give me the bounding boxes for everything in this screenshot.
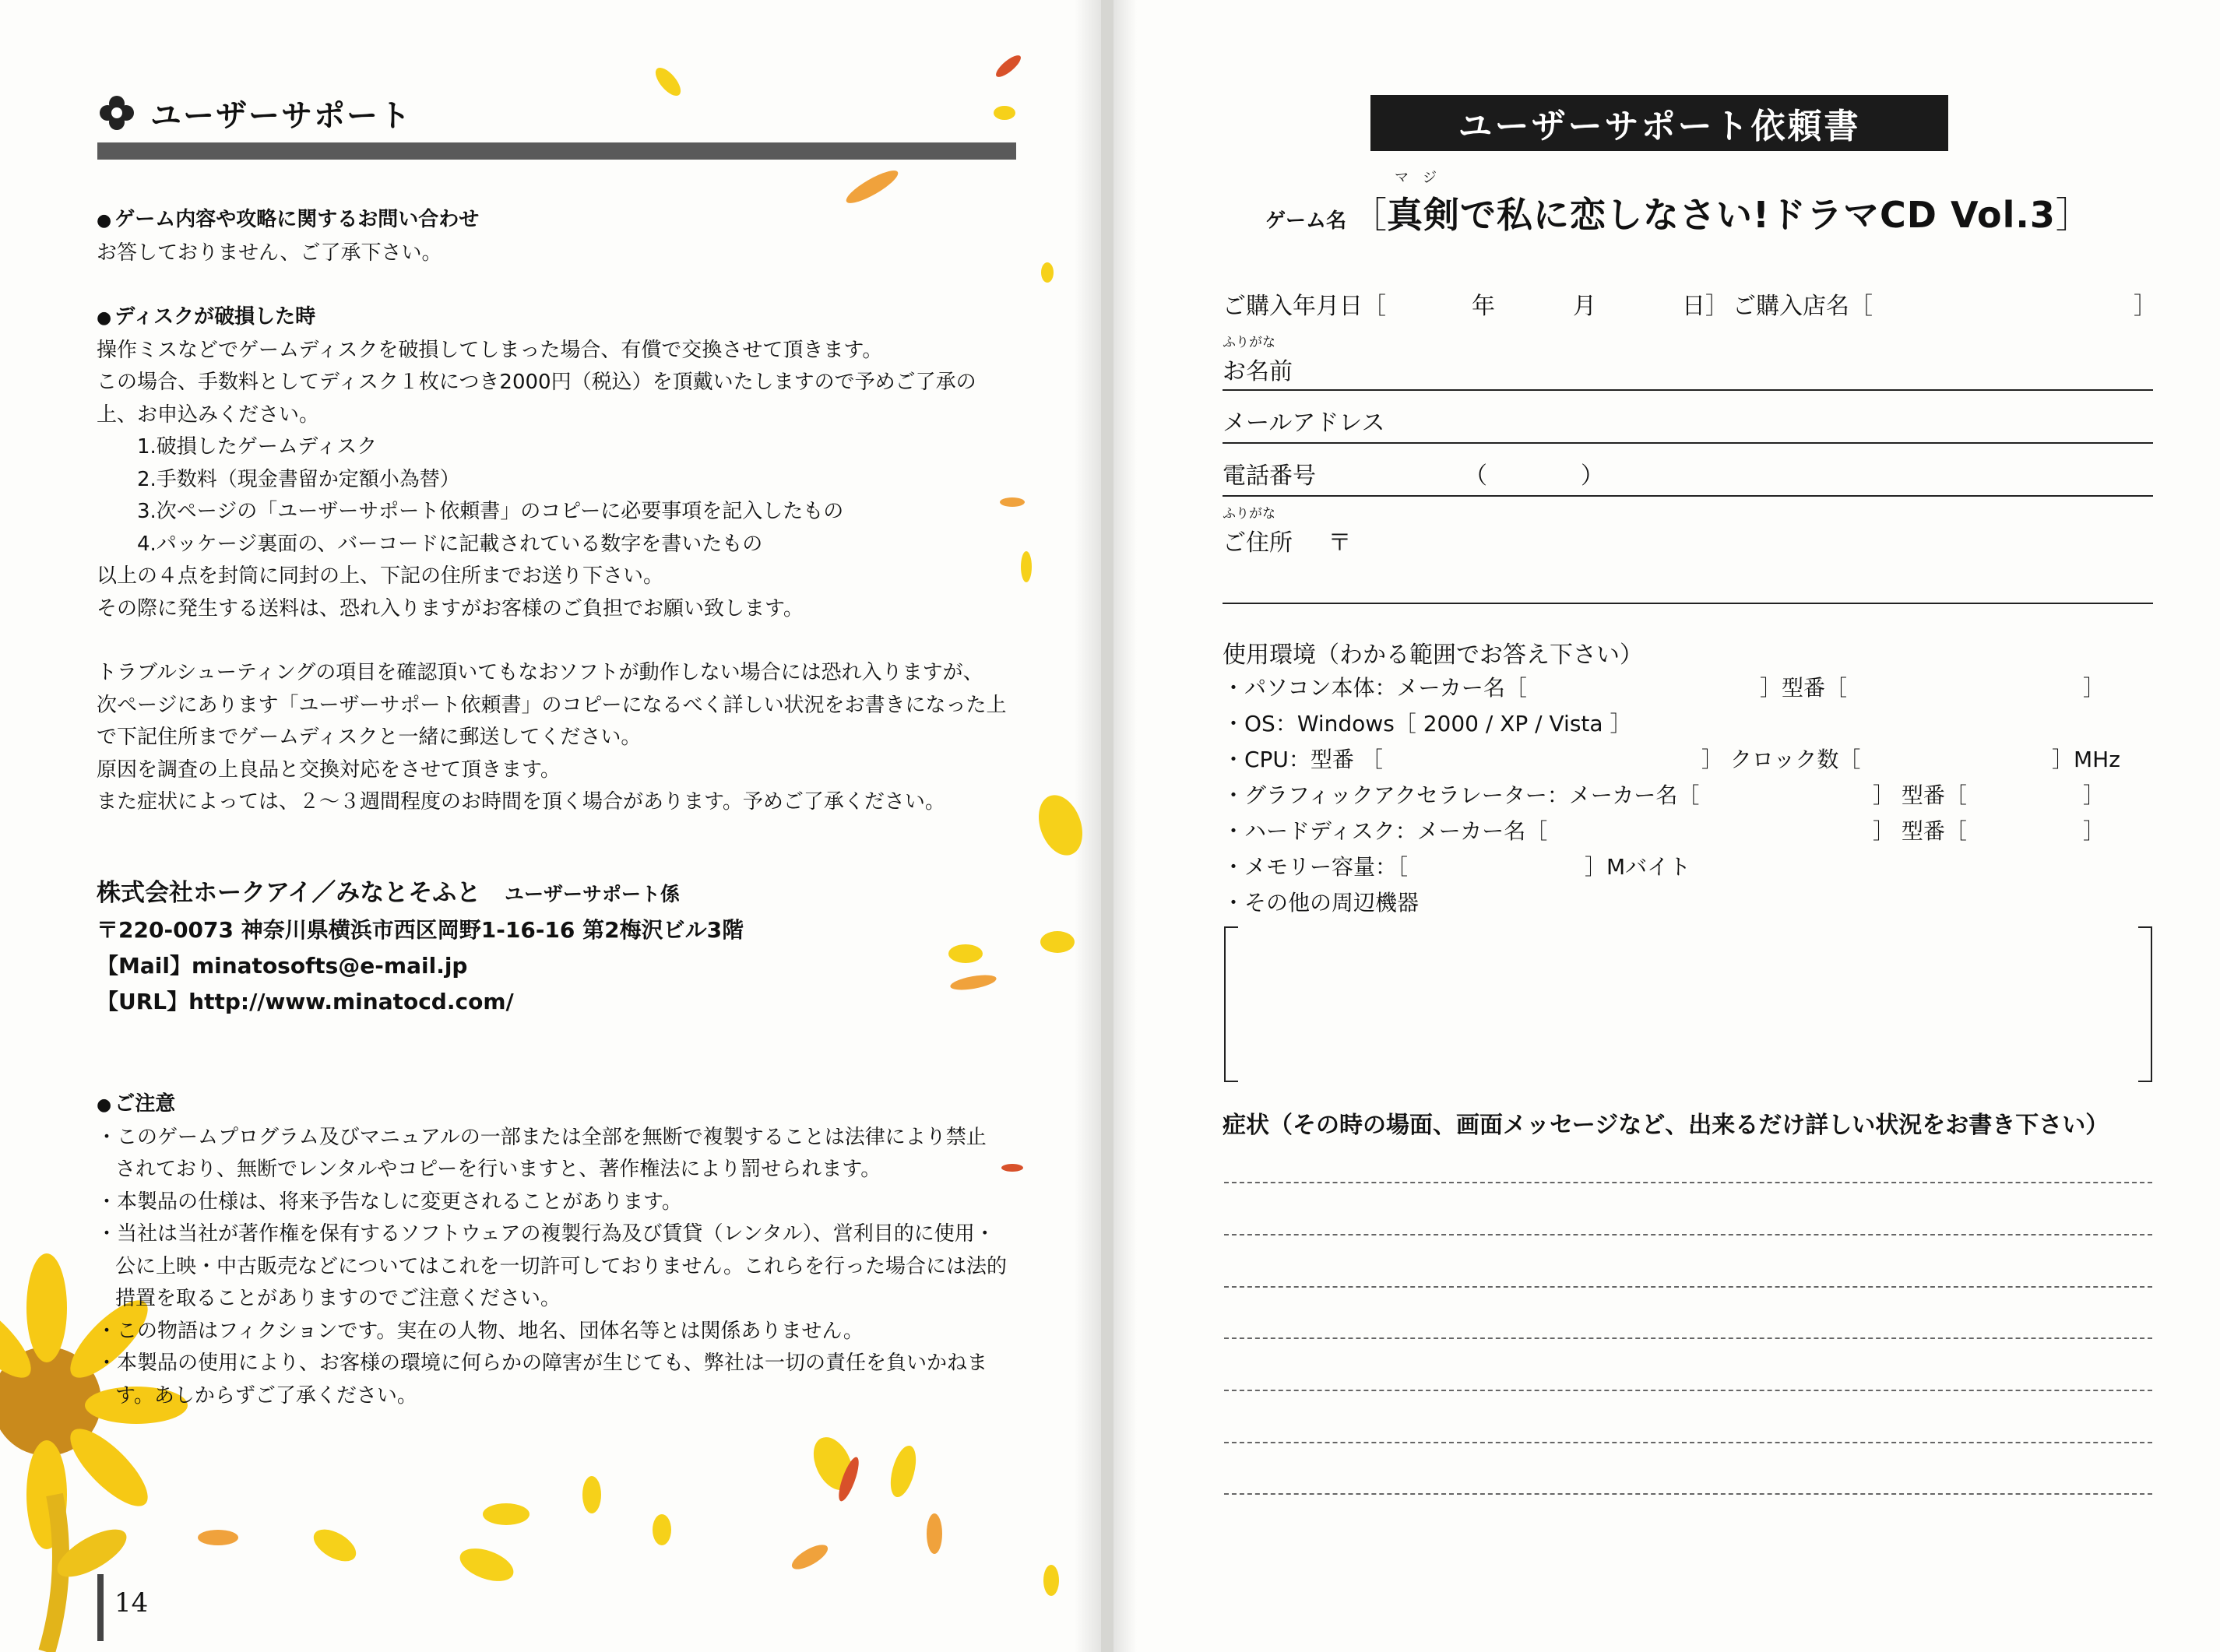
env-cpu-label: ・CPU：型番 ［ (1223, 747, 1383, 772)
company-url[interactable]: 【URL】http://www.minatocd.com/ (97, 989, 514, 1014)
purchase-shop-label: ご購入店名［ (1733, 293, 1873, 320)
list-item: 1.破損したゲームディスク (137, 435, 378, 459)
notice-heading: ● ご注意 (97, 1088, 1023, 1122)
trouble-line: また症状によっては、２〜３週間程度のお時間を頂く場合があります。予めご了承ください。 (97, 790, 945, 814)
furigana-label: ふりがな (1223, 335, 1275, 350)
company-mail[interactable]: 【Mail】minatosofts@e-mail.jp (97, 953, 468, 979)
disk-body-line: 上、お申込みください。 (97, 402, 320, 427)
symptom-line[interactable] (1224, 1234, 2152, 1235)
spine-shadow (1114, 0, 1137, 1652)
env-memory-unit: ］Mバイト (1585, 854, 1691, 880)
env-memory-row[interactable] (1223, 850, 2153, 881)
notice-line: ・当社は当社が著作権を保有するソフトウェアの複製行為及び賃貸（レンタル）、営利目的に使用・ (97, 1222, 995, 1246)
symptom-line[interactable] (1224, 1442, 2152, 1443)
symptom-line[interactable] (1224, 1286, 2152, 1288)
env-cpu-row[interactable] (1223, 743, 2153, 774)
env-gpu-label: ・グラフィックアクセラレーター：メーカー名［ (1223, 782, 1700, 808)
game-label: ゲーム名 (1265, 209, 1347, 233)
env-hdd-label: ・ハードディスク：メーカー名［ (1223, 818, 1548, 844)
email-underline (1223, 442, 2153, 444)
purchase-year-label: 年 (1472, 293, 1495, 320)
symptom-title: 症状（その時の場面、画面メッセージなど、出来るだけ詳しい状況をお書き下さい） (1223, 1112, 2109, 1139)
disk-after-line: その際に発生する送料は、恐れ入りますがお客様のご負担でお願い致します。 (97, 596, 804, 620)
trouble-line: トラブルシューティングの項目を確認頂いてもなおソフトが動作しない場合には恐れ入りますが、 (97, 661, 983, 684)
support-text (97, 204, 1023, 819)
phone-label: 電話番号 (1223, 462, 1316, 490)
notice-line: す。あしからずご了承ください。 (115, 1383, 417, 1408)
right-page (1114, 0, 2220, 1652)
purchase-day-label: 日］ (1682, 293, 1729, 320)
list-item: 4.パッケージ裏面の、バーコードに記載されている数字を書いたもの (137, 532, 763, 556)
env-title: 使用環境（わかる範囲でお答え下さい） (1223, 641, 1643, 669)
env-gpu-model-label: ］ 型番［ (1873, 782, 1967, 808)
notice-line: ・本製品の仕様は、将来予告なしに変更されることがあります。 (97, 1190, 682, 1214)
list-item: 2.手数料（現金書留か定額小為替） (137, 467, 460, 491)
trouble-line: 原因を調査の上良品と交換対応をさせて頂きます。 (97, 757, 561, 782)
env-os-row[interactable]: ・OS：Windows［ 2000 / XP / Vista ］ (1223, 711, 1632, 736)
symptom-line[interactable] (1224, 1182, 2152, 1183)
page-number-bar (97, 1574, 104, 1641)
notice-line: 措置を取ることがありますのでご注意ください。 (115, 1287, 561, 1310)
notice-line: ・この物語はフィクションです。実在の人物、地名、団体名等とは関係ありません。 (97, 1319, 864, 1343)
env-memory-label: ・メモリー容量：［ (1223, 854, 1409, 880)
symptom-line[interactable] (1224, 1337, 2152, 1339)
notice-line: されており、無断でレンタルやコピーを行いますと、著作権法により罰せられます。 (115, 1158, 881, 1181)
disk-body-line: この場合、手数料としてディスク１枚につき2000円（税込）を頂戴いたしますので予めご了承の (97, 371, 976, 394)
game-name-row: ゲーム名 ［ マジ 真剣で私に恋しなさい!ドラマCD Vol.3 ］ (1265, 187, 2092, 238)
env-pc-close: ］ (2083, 675, 2106, 701)
clover-icon (97, 93, 136, 132)
env-pc-row[interactable] (1223, 671, 2153, 702)
address-field[interactable] (1223, 506, 2153, 557)
section-header (97, 90, 1016, 160)
notice-line: ・本製品の使用により、お客様の環境に何らかの障害が生じても、弊社は一切の責任を負いかねま (97, 1351, 988, 1375)
list-item: 3.次ページの「ユーザーサポート依頼書」のコピーに必要事項を記入したもの (137, 500, 844, 523)
symptom-line[interactable] (1224, 1493, 2152, 1495)
furigana-label: ふりがな (1223, 506, 1275, 522)
left-page (0, 0, 1101, 1652)
name-field[interactable] (1223, 335, 2153, 386)
trouble-line: で下記住所までゲームディスクと一緒に郵送してください。 (97, 726, 642, 749)
env-cpu-unit: ］MHz (2052, 747, 2120, 772)
postal-mark: 〒 (1328, 529, 1352, 557)
address-label: ご住所 (1223, 529, 1293, 557)
env-pc-label: ・パソコン本体：メーカー名［ (1223, 675, 1527, 701)
env-gpu-close: ］ (2083, 782, 2106, 808)
symptom-line[interactable] (1224, 1390, 2152, 1391)
phone-field[interactable] (1223, 456, 2153, 490)
address-underline (1223, 603, 2153, 604)
purchase-month-label: 月 (1573, 293, 1596, 320)
purchase-date-label: ご購入年月日［ (1223, 293, 1386, 320)
section-title: ユーザーサポート (150, 97, 412, 134)
env-hdd-row[interactable] (1223, 814, 2153, 845)
env-gpu-row[interactable] (1223, 779, 2153, 810)
company-info (97, 875, 744, 1020)
purchase-row (1223, 286, 2157, 321)
disk-after-line: 以上の４点を封筒に同封の上、下記の住所までお送り下さい。 (97, 564, 664, 588)
company-name: 株式会社ホークアイ／みなとそふと (97, 879, 481, 907)
phone-paren: （ ） (1464, 462, 1604, 490)
game-title: 真剣で私に恋しなさい!ドラマCD Vol.3 (1387, 194, 2056, 236)
bracket-right (2138, 926, 2152, 1082)
form-title: ユーザーサポート依頼書 (1370, 95, 1948, 151)
disk-body-line: 操作ミスなどでゲームディスクを破損してしまった場合、有償で交換させて頂きます。 (97, 338, 883, 362)
env-hdd-close: ］ (2083, 818, 2106, 844)
disk-damage-heading: ● ディスクが破損した時 (97, 301, 1023, 335)
notice-text (97, 1088, 1023, 1412)
env-other-label: ・その他の周辺機器 (1223, 890, 1420, 916)
purchase-shop-close: ］ (2134, 293, 2157, 320)
env-cpu-clock-label: ］ クロック数［ (1701, 747, 1861, 772)
name-underline (1223, 389, 2153, 391)
company-dept: ユーザーサポート係 (505, 883, 681, 905)
other-devices-box[interactable] (1224, 926, 2152, 1079)
email-field[interactable] (1223, 403, 2153, 438)
page-number-block (97, 1573, 148, 1643)
header-bar (97, 142, 1016, 160)
company-address: 〒220-0073 神奈川県横浜市西区岡野1-16-16 第2梅沢ビル3階 (97, 917, 744, 943)
env-hdd-model-label: ］ 型番［ (1873, 818, 1967, 844)
trouble-line: 次ページにあります「ユーザーサポート依頼書」のコピーになるべく詳しい状況をお書きになった上 (97, 693, 1007, 717)
notice-line: 公に上映・中古販売などについてはこれを一切許可しておりません。これらを行った場合には法的 (115, 1254, 1008, 1278)
name-label: お名前 (1223, 358, 1293, 385)
page-number: 14 (114, 1587, 149, 1619)
game-title-wrap (1387, 170, 2056, 238)
inquiry-heading: ● ゲーム内容や攻略に関するお問い合わせ (97, 204, 1023, 237)
notice-line: ・このゲームプログラム及びマニュアルの一部または全部を無断で複製することは法律により禁止 (97, 1125, 987, 1149)
email-label: メールアドレス (1223, 409, 1385, 437)
inquiry-body: お答しておりません、ご了承下さい。 (97, 241, 442, 265)
env-pc-model-label: ］型番［ (1760, 675, 1848, 701)
phone-underline (1223, 495, 2153, 497)
game-title-ruby: マジ (1395, 170, 1451, 186)
bracket-left (1224, 926, 1238, 1082)
